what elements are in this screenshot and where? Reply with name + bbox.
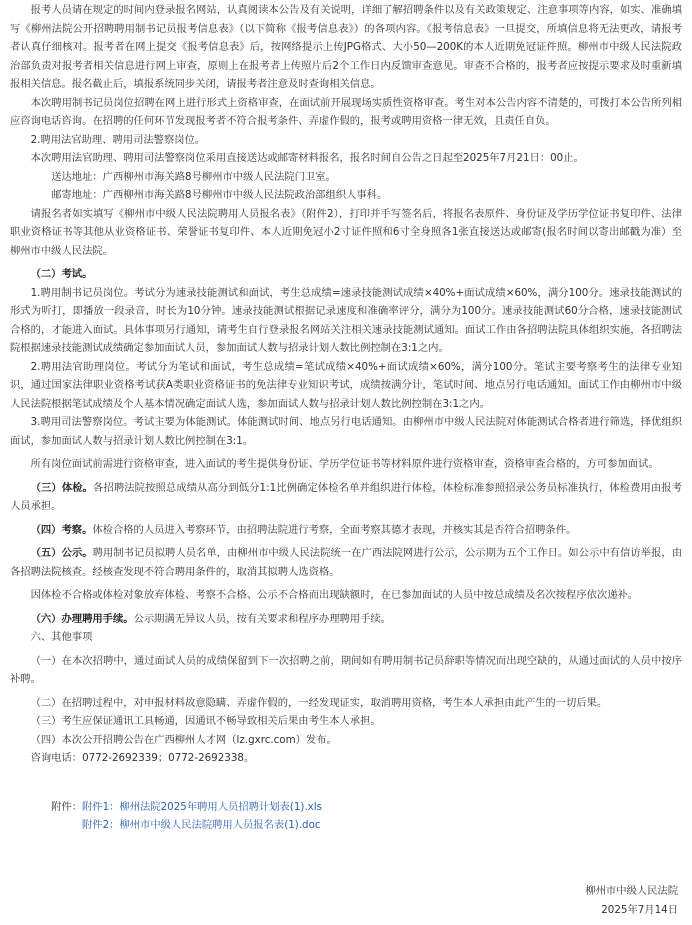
paragraph-qualification-review: 本次聘用制书记员岗位招聘在网上进行形式上资格审查，在面试前开展现场实质性资格审查。考生对本公告内容不清楚的，可拨打本公告所列相应咨询电话咨询。在招聘的任何环节发现报考者不符合报考条件、弄虚作假的，报考或聘用资格一律无效，且责任自负。 bbox=[10, 96, 682, 127]
paragraph-inspection: （四）考察。体检合格的人员进入考察环节，由招聘法院进行考察，全面考察其德才表现，并核实其是否符合招聘条件。 bbox=[30, 523, 577, 536]
signature-block bbox=[585, 882, 678, 919]
paragraph-exam-clerk: 1.聘用制书记员岗位。考试分为速录技能测试和面试，考生总成绩=速录技能测试成绩×40%+面试成绩×60%，满分100分。速录技能测试的形式为听打，即播放一段录音，时长为10分钟。速录技能测试根据记录速度和准确率评分，满分为100分。速录技能测试60分合格，速录技能测试合格的，才能进入面试。具体事项另行通知，请考生自行登录报名网站关注相关速录技能测试通知。面试工作由各招聘法院具体组织实施，各招聘法院根据速录技能测试成绩确定参加面试人员，参加面试人数与招录计划人数比例控制在3:1之内。 bbox=[10, 286, 682, 354]
signature-org: 柳州市中级人民法院 bbox=[585, 885, 678, 897]
attachment-link-recruitment-plan[interactable]: 附件1：柳州法院2025年聘用人员招聘计划表(1).xls bbox=[82, 800, 322, 813]
heading-other-matters: 六、其他事项 bbox=[30, 631, 93, 643]
paragraph-other-3: （三）考生应保证通讯工具畅通，因通讯不畅导致相关后果由考生本人承担。 bbox=[30, 715, 381, 727]
paragraph-registration: 报考人员请在规定的时间内登录报名网站，认真阅读本公告及有关说明，详细了解招聘条件以及有关政策规定、注意事项等内容，如实、准确填写《柳州法院公开招聘聘用制书记员报考信息表》（以下简称《报考信息表》）的各项内容。《报考信息表》一旦提交，所填信息将无法更改，请报考者认真仔细核对。报考者在网上提交《报考信息表》后，按网络提示上传JPG格式、大小50—200K的本人近期免冠证件照。柳州市中级人民法院政治部负责对报考者相关信息进行网上审查，原则上在报考者上传照片后2个工作日内反馈审查意见。审查不合格的，报考者应按提示要求及时重新填报相关信息。报名截止后，填报系统同步关闭，请报考者注意及时查询相关信息。 bbox=[10, 4, 682, 90]
paragraph-vacancy: 因体检不合格或体检对象放弃体检、考察不合格、公示不合格而出现缺额时，在已参加面试的人员中按总成绩及名次按程序依次递补。 bbox=[30, 589, 639, 601]
paragraph-publicity: （五）公示。聘用制书记员拟聘人员名单，由柳州市中级人民法院统一在广西法院网进行公示，公示期为五个工作日。如公示中有信访举报，由各招聘法院核查。经核查发现不符合聘用条件的，取消其拟聘人选资格。 bbox=[10, 547, 683, 578]
paragraph-section-2: 2.聘用法官助理、聘用司法警察岗位。 bbox=[30, 133, 206, 146]
paragraph-employment-procedure: （六）办理聘用手续。公示期满无异议人员，按有关要求和程序办理聘用手续。 bbox=[30, 612, 391, 625]
paragraph-application-form: 请报名者如实填写《柳州市中级人民法院聘用人员报名表》（附件2），打印并手写签名后，将报名表原件、身份证及学历学位证书复印件、法律职业资格证书等其他从业资格证书、荣誉证书复印件、本人近期免冠小2寸证件照和6寸全身照各1张直接送达或邮寄(报名时间以寄出邮戳为准）至柳州市中级人民法院。 bbox=[10, 207, 682, 257]
paragraph-interview-review: 所有岗位面试前需进行资格审查，进入面试的考生提供身份证、学历学位证书等材料原件进行资格审查，资格审查合格的，方可参加面试。 bbox=[30, 458, 659, 470]
attachment-link-application-form[interactable]: 附件2：柳州市中级人民法院聘用人员报名表(1).doc bbox=[82, 819, 321, 831]
paragraph-physical-exam: （三）体检。各招聘法院按照总成绩从高分到低分1:1比例确定体检名单并组织进行体检，体检标准参照招录公务员标准执行，体检费用由报考人员承担。 bbox=[10, 481, 683, 512]
heading-exam: （二）考试。 bbox=[30, 268, 93, 280]
attachments-label: 附件： bbox=[51, 800, 82, 813]
paragraph-exam-police: 3.聘用司法警察岗位。考试主要为体能测试。体能测试时间、地点另行电话通知。由柳州市中级人民法院对体能测试合格者进行筛选，择优组织面试，参加面试人数与招录计划人数比例控制在3:1。 bbox=[10, 416, 682, 447]
attachment-row-1 bbox=[10, 798, 682, 817]
paragraph-mail-address: 邮寄地址：广西柳州市海关路8号柳州市中级人民法院政治部组织人事科。 bbox=[51, 189, 388, 201]
paragraph-other-2: （二）在招聘过程中，对申报材料故意隐瞒、弄虚作假的，一经发现证实，取消聘用资格，考生本人承担由此产生的一切后果。 bbox=[30, 696, 608, 709]
attachments-section bbox=[10, 798, 682, 835]
paragraph-contact-phone: 咨询电话：0772-2692339；0772-2692338。 bbox=[30, 752, 255, 764]
paragraph-delivery-address: 送达地址：广西柳州市海关路8号柳州市中级人民法院门卫室。 bbox=[51, 170, 336, 183]
paragraph-registration-time: 本次聘用法官助理、聘用司法警察岗位采用直接送达或邮寄材料报名，报名时间自公告之日起至2025年7月21日：00止。 bbox=[30, 152, 584, 164]
signature-date: 2025年7月14日 bbox=[601, 903, 678, 916]
paragraph-other-1: （一）在本次招聘中，通过面试人员的成绩保留到下一次招聘之前，期间如有聘用制书记员辞职等情况而出现空缺的，从通过面试的人员中按序补聘。 bbox=[10, 654, 682, 685]
attachment-row-2 bbox=[10, 816, 682, 835]
announcement-body bbox=[10, 0, 682, 768]
paragraph-exam-judge-assistant: 2.聘用法官助理岗位。考试分为笔试和面试，考生总成绩=笔试成绩×40%+面试成绩×60%，满分100分。笔试主要考察考生的法律专业知识，通过国家法律职业资格考试获A类职业资格证书的免法律专业知识考试，成绩按满分计，笔试时间、地点另行电话通知。面试工作由柳州市中级人民法院根据笔试成绩及个人基本情况确定面试人选，参加面试人数与招录计划人数比例控制在3:1之内。 bbox=[10, 360, 682, 410]
paragraph-other-4: （四）本次公开招聘公告在广西柳州人才网（lz.gxrc.com）发布。 bbox=[30, 733, 337, 746]
